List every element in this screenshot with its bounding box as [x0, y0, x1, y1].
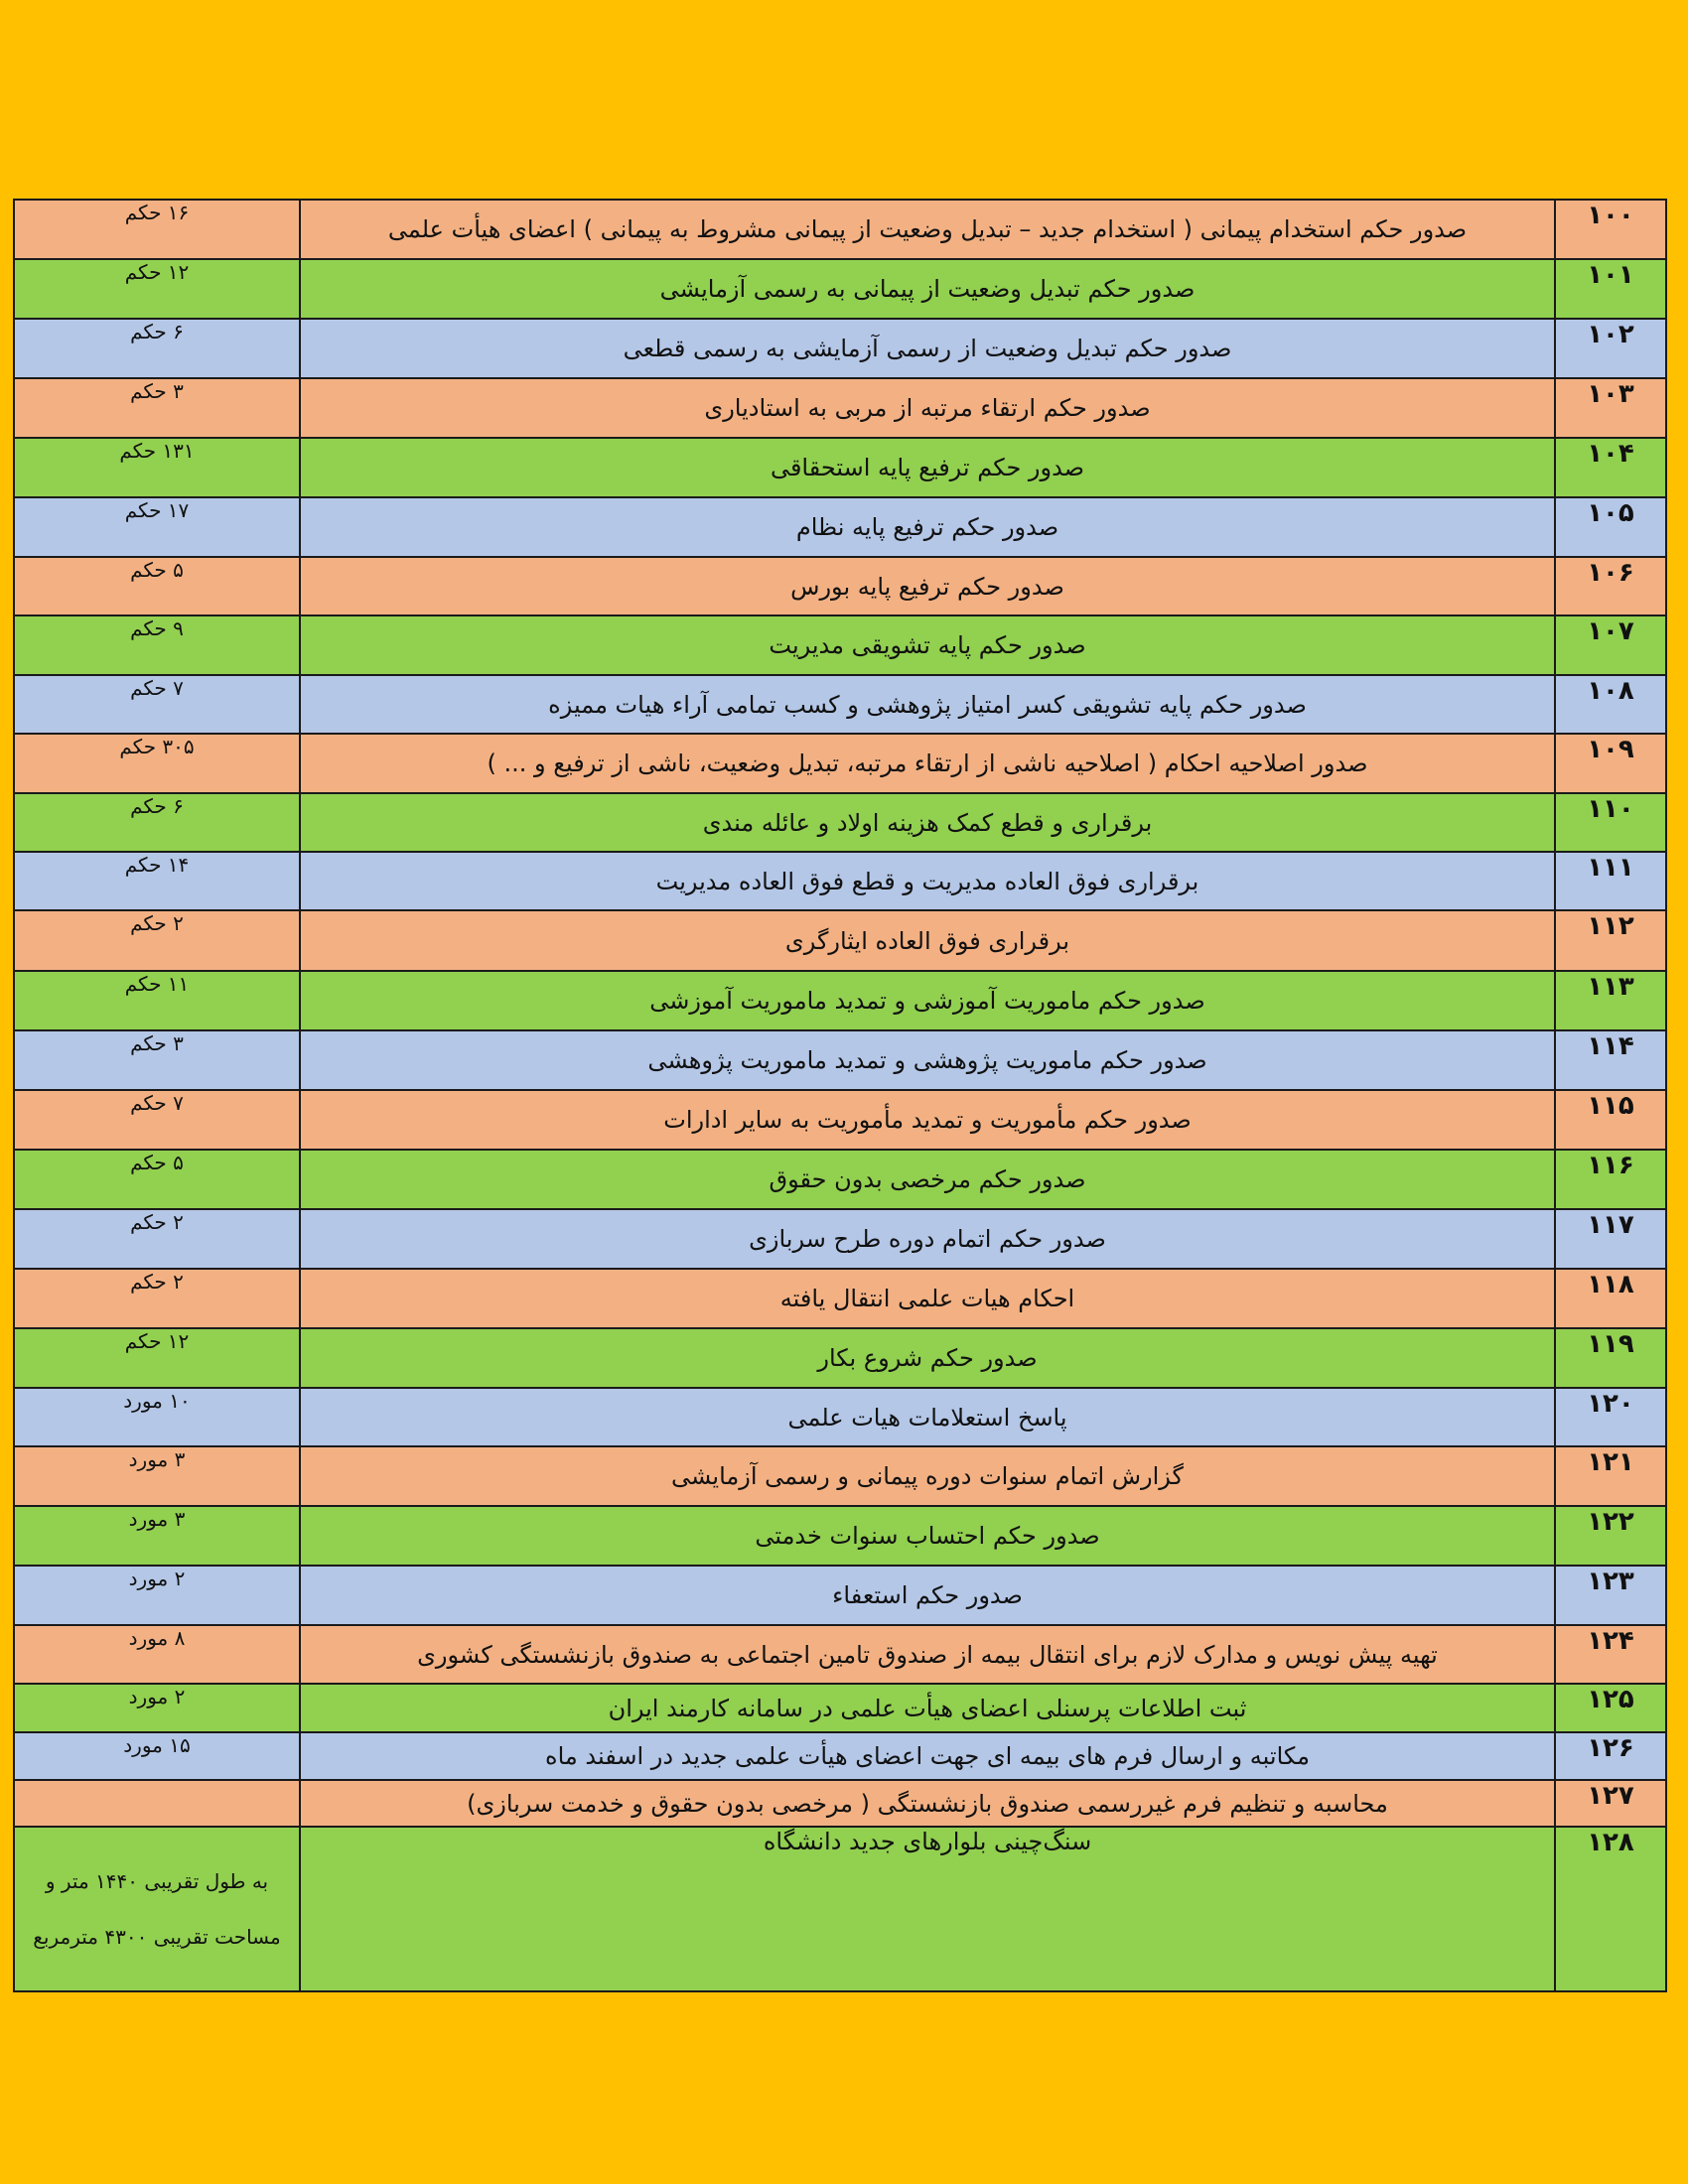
- row-number: ۱۲۸: [1555, 1827, 1666, 1991]
- table-row: [14, 793, 1666, 852]
- row-quantity: ۷ حکم: [14, 1090, 300, 1150]
- row-number: ۱۰۲: [1555, 319, 1666, 378]
- row-number: ۱۱۲: [1555, 910, 1666, 971]
- table-row: [14, 319, 1666, 378]
- row-number: ۱۱۳: [1555, 971, 1666, 1030]
- row-number: ۱۱۵: [1555, 1090, 1666, 1150]
- row-description: صدور حکم استخدام پیمانی ( استخدام جدید – تبدیل وضعیت از پیمانی مشروط به پیمانی ) اعضای هیأت علمی: [300, 200, 1555, 259]
- row-number: ۱۰۳: [1555, 378, 1666, 438]
- row-description: صدور حکم شروع بکار: [300, 1328, 1555, 1388]
- row-description: صدور حکم تبدیل وضعیت از پیمانی به رسمی آزمایشی: [300, 259, 1555, 319]
- row-number: ۱۰۴: [1555, 438, 1666, 497]
- row-number: ۱۲۵: [1555, 1684, 1666, 1732]
- row-number: ۱۲۰: [1555, 1388, 1666, 1446]
- table-row: [14, 259, 1666, 319]
- row-description: صدور حکم ماموریت آموزشی و تمدید ماموریت آموزشی: [300, 971, 1555, 1030]
- row-quantity: ۱۴ حکم: [14, 852, 300, 910]
- table-row: [14, 675, 1666, 734]
- table-row: [14, 852, 1666, 910]
- row-number: ۱۱۸: [1555, 1269, 1666, 1328]
- table-row: [14, 910, 1666, 971]
- table-row: [14, 1388, 1666, 1446]
- table-row: [14, 1506, 1666, 1566]
- table-row: [14, 557, 1666, 615]
- row-description: برقراری و قطع کمک هزینه اولاد و عائله مندی: [300, 793, 1555, 852]
- row-quantity: ۲ مورد: [14, 1566, 300, 1625]
- row-description: صدور اصلاحیه احکام ( اصلاحیه ناشی از ارتقاء مرتبه، تبدیل وضعیت، ناشی از ترفیع و ... ): [300, 734, 1555, 793]
- row-number: ۱۱۶: [1555, 1150, 1666, 1209]
- row-quantity: ۵ حکم: [14, 1150, 300, 1209]
- row-description: صدور حکم ماموریت پژوهشی و تمدید ماموریت پژوهشی: [300, 1030, 1555, 1090]
- table-row: [14, 971, 1666, 1030]
- row-description: برقراری فوق العاده مدیریت و قطع فوق العاده مدیریت: [300, 852, 1555, 910]
- row-description: سنگ‌چینی بلوارهای جدید دانشگاه: [300, 1827, 1555, 1991]
- row-quantity: ۱۰ مورد: [14, 1388, 300, 1446]
- row-quantity: ۱۷ حکم: [14, 497, 300, 557]
- row-description: صدور حکم مرخصی بدون حقوق: [300, 1150, 1555, 1209]
- table-row: [14, 1732, 1666, 1780]
- row-quantity: ۳۰۵ حکم: [14, 734, 300, 793]
- row-number: ۱۱۴: [1555, 1030, 1666, 1090]
- row-description: صدور حکم ترفیع پایه بورس: [300, 557, 1555, 615]
- row-quantity: ۲ مورد: [14, 1684, 300, 1732]
- row-description: صدور حکم ترفیع پایه نظام: [300, 497, 1555, 557]
- row-description: صدور حکم ارتقاء مرتبه از مربی به استادیاری: [300, 378, 1555, 438]
- row-number: ۱۰۸: [1555, 675, 1666, 734]
- row-number: ۱۰۹: [1555, 734, 1666, 793]
- row-number: ۱۰۷: [1555, 615, 1666, 675]
- row-description: صدور حکم احتساب سنوات خدمتی: [300, 1506, 1555, 1566]
- row-quantity: ۱۶ حکم: [14, 200, 300, 259]
- row-description: صدور حکم استعفاء: [300, 1566, 1555, 1625]
- table-body: [14, 200, 1666, 1991]
- table-row: [14, 1328, 1666, 1388]
- row-quantity: [14, 1780, 300, 1827]
- row-description: احکام هیات علمی انتقال یافته: [300, 1269, 1555, 1328]
- row-quantity: ۲ حکم: [14, 910, 300, 971]
- row-description: صدور حکم تبدیل وضعیت از رسمی آزمایشی به رسمی قطعی: [300, 319, 1555, 378]
- table-row: [14, 497, 1666, 557]
- table-row: [14, 200, 1666, 259]
- row-description: پاسخ استعلامات هیات علمی: [300, 1388, 1555, 1446]
- table-row: [14, 1030, 1666, 1090]
- row-number: ۱۲۳: [1555, 1566, 1666, 1625]
- row-quantity: ۵ حکم: [14, 557, 300, 615]
- table-row: [14, 1269, 1666, 1328]
- row-number: ۱۲۲: [1555, 1506, 1666, 1566]
- table-row: [14, 615, 1666, 675]
- row-quantity: ۳ مورد: [14, 1446, 300, 1506]
- table-row: [14, 1090, 1666, 1150]
- row-description: صدور حکم پایه تشویقی مدیریت: [300, 615, 1555, 675]
- row-number: ۱۰۰: [1555, 200, 1666, 259]
- row-number: ۱۲۶: [1555, 1732, 1666, 1780]
- row-quantity: ۱۲ حکم: [14, 1328, 300, 1388]
- row-number: ۱۱۱: [1555, 852, 1666, 910]
- row-quantity: ۶ حکم: [14, 793, 300, 852]
- table-row: [14, 1566, 1666, 1625]
- table-row: [14, 1446, 1666, 1506]
- table-row: [14, 438, 1666, 497]
- row-description: ثبت اطلاعات پرسنلی اعضای هیأت علمی در سامانه کارمند ایران: [300, 1684, 1555, 1732]
- row-quantity: ۱۱ حکم: [14, 971, 300, 1030]
- row-description: صدور حکم مأموریت و تمدید مأموریت به سایر ادارات: [300, 1090, 1555, 1150]
- row-description: صدور حکم ترفیع پایه استحقاقی: [300, 438, 1555, 497]
- row-description: صدور حکم اتمام دوره طرح سربازی: [300, 1209, 1555, 1269]
- row-quantity: ۳ حکم: [14, 1030, 300, 1090]
- row-description: صدور حکم پایه تشویقی کسر امتیاز پژوهشی و کسب تمامی آراء هیات ممیزه: [300, 675, 1555, 734]
- row-quantity: ۳ مورد: [14, 1506, 300, 1566]
- row-number: ۱۲۴: [1555, 1625, 1666, 1684]
- row-number: ۱۲۱: [1555, 1446, 1666, 1506]
- row-quantity: ۱۳۱ حکم: [14, 438, 300, 497]
- row-quantity: ۳ حکم: [14, 378, 300, 438]
- row-quantity: ۸ مورد: [14, 1625, 300, 1684]
- table-row: [14, 734, 1666, 793]
- table-row: [14, 1625, 1666, 1684]
- row-quantity: به طول تقریبی ۱۴۴۰ متر و مساحت تقریبی ۴۳۰۰ مترمربع: [14, 1827, 300, 1991]
- row-description: برقراری فوق العاده ایثارگری: [300, 910, 1555, 971]
- row-quantity: ۲ حکم: [14, 1209, 300, 1269]
- row-number: ۱۲۷: [1555, 1780, 1666, 1827]
- row-quantity: ۹ حکم: [14, 615, 300, 675]
- table-row: [14, 1827, 1666, 1991]
- row-quantity: ۶ حکم: [14, 319, 300, 378]
- row-number: ۱۱۹: [1555, 1328, 1666, 1388]
- row-description: محاسبه و تنظیم فرم غیررسمی صندوق بازنشستگی ( مرخصی بدون حقوق و خدمت سربازی): [300, 1780, 1555, 1827]
- table-row: [14, 378, 1666, 438]
- row-description: گزارش اتمام سنوات دوره پیمانی و رسمی آزمایشی: [300, 1446, 1555, 1506]
- row-quantity: ۱۲ حکم: [14, 259, 300, 319]
- row-description: مکاتبه و ارسال فرم های بیمه ای جهت اعضای هیأت علمی جدید در اسفند ماه: [300, 1732, 1555, 1780]
- table-row: [14, 1780, 1666, 1827]
- table-row: [14, 1209, 1666, 1269]
- row-number: ۱۰۱: [1555, 259, 1666, 319]
- row-quantity: ۱۵ مورد: [14, 1732, 300, 1780]
- row-quantity: ۲ حکم: [14, 1269, 300, 1328]
- row-number: ۱۱۰: [1555, 793, 1666, 852]
- row-number: ۱۰۶: [1555, 557, 1666, 615]
- row-quantity: ۷ حکم: [14, 675, 300, 734]
- row-number: ۱۱۷: [1555, 1209, 1666, 1269]
- table-row: [14, 1684, 1666, 1732]
- activity-report-table: [13, 199, 1667, 1992]
- row-number: ۱۰۵: [1555, 497, 1666, 557]
- row-description: تهیه پیش نویس و مدارک لازم برای انتقال بیمه از صندوق تامین اجتماعی به صندوق بازنشستگی کشوری: [300, 1625, 1555, 1684]
- table-row: [14, 1150, 1666, 1209]
